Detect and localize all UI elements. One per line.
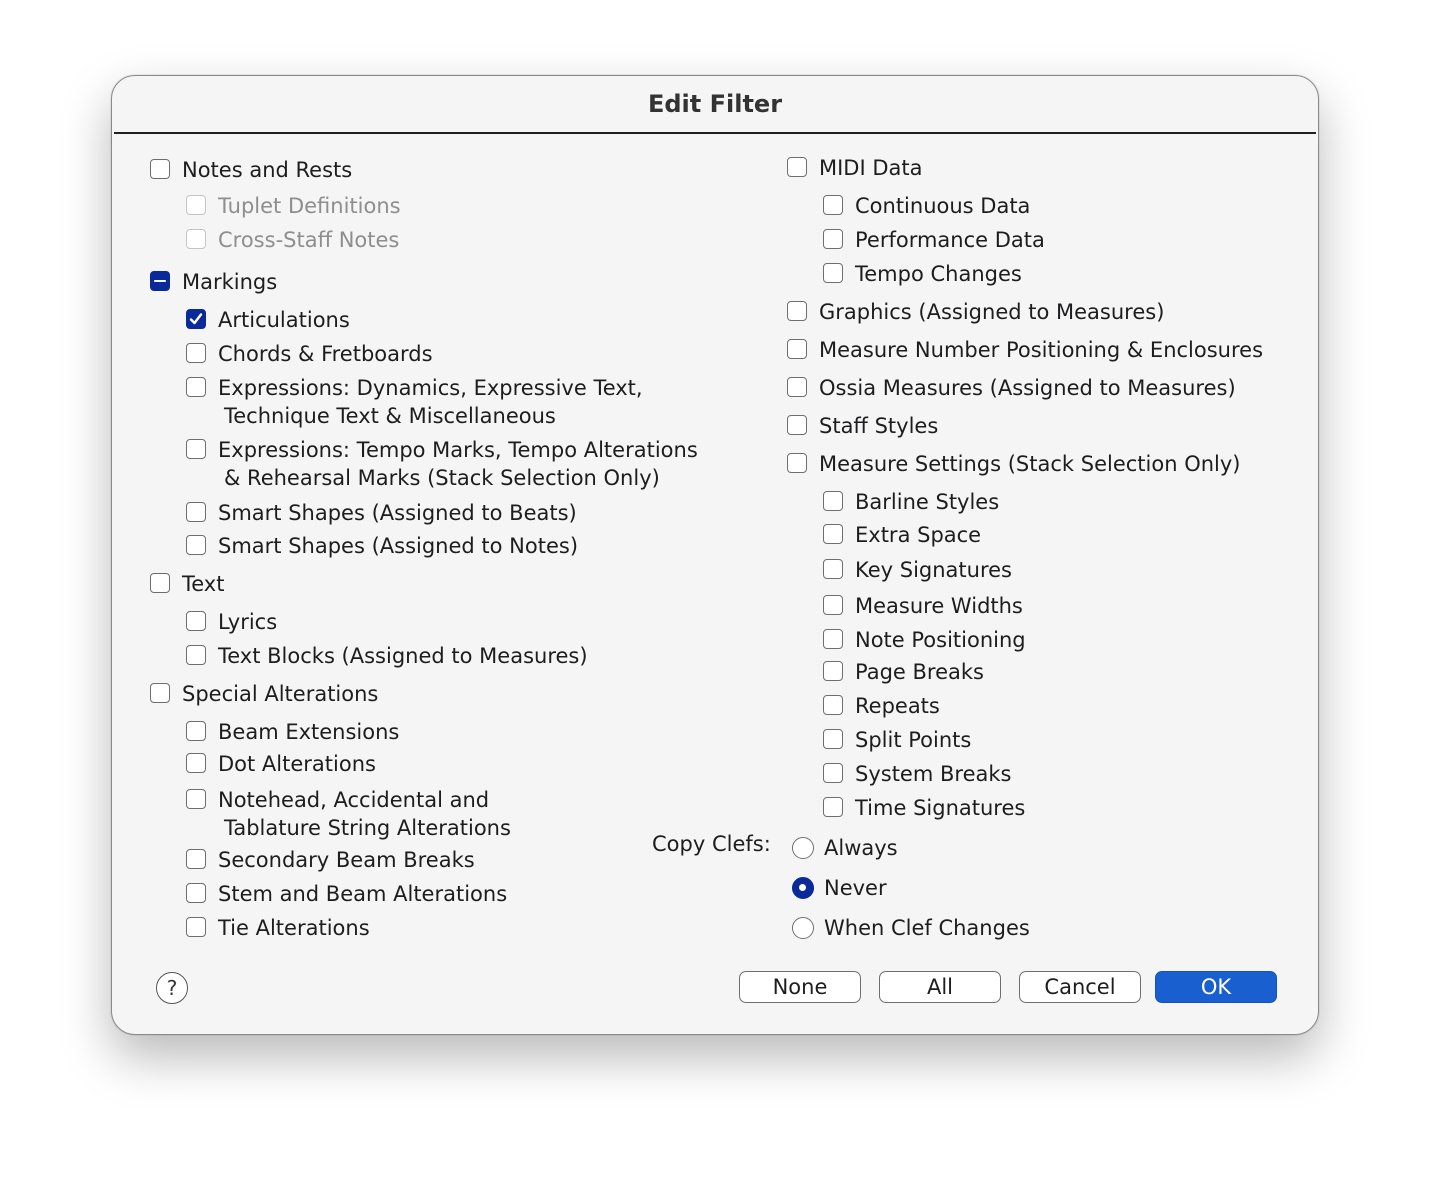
checkbox-box[interactable] [186, 502, 206, 522]
checkbox-box[interactable] [823, 797, 843, 817]
checkbox-box[interactable] [787, 415, 807, 435]
checkbox-label: Beam Extensions [218, 720, 400, 744]
checkbox-box[interactable] [823, 629, 843, 649]
all-button[interactable]: All [879, 971, 1001, 1003]
checkbox-label: System Breaks [855, 762, 1012, 786]
checkbox-box[interactable] [823, 763, 843, 783]
label-line-1: Expressions: Dynamics, Expressive Text, [218, 376, 643, 400]
checkbox-graphics[interactable] [787, 300, 1164, 324]
checkbox-stem-beam-alterations[interactable] [186, 882, 507, 906]
checkbox-chords-fretboards[interactable] [186, 342, 433, 366]
checkbox-box[interactable] [150, 683, 170, 703]
checkbox-label: Tuplet Definitions [218, 194, 401, 218]
checkbox-box[interactable] [823, 263, 843, 283]
checkbox-expressions-tempo[interactable] [186, 438, 698, 490]
radio-always[interactable] [792, 836, 898, 860]
checkbox-label: Split Points [855, 728, 972, 752]
checkbox-label: Note Positioning [855, 628, 1026, 652]
checkbox-box[interactable] [787, 301, 807, 321]
radio-when-clef-changes[interactable] [792, 916, 1030, 940]
checkbox-label [218, 438, 698, 490]
checkbox-box[interactable] [787, 453, 807, 473]
checkbox-box[interactable] [823, 729, 843, 749]
checkbox-box[interactable] [823, 661, 843, 681]
checkbox-box[interactable] [186, 789, 206, 809]
checkbox-text[interactable] [150, 572, 224, 596]
checkbox-label: Markings [182, 270, 278, 294]
checkbox-ossia-measures[interactable] [787, 376, 1236, 400]
checkbox-barline-styles[interactable] [823, 490, 999, 514]
checkbox-label: Performance Data [855, 228, 1045, 252]
checkbox-box[interactable] [823, 524, 843, 544]
edit-filter-dialog [111, 75, 1319, 1035]
checkbox-label: Page Breaks [855, 660, 984, 684]
checkbox-smart-shapes-beats[interactable] [186, 501, 577, 525]
checkbox-beam-extensions[interactable] [186, 720, 399, 744]
checkbox-expressions-dynamics[interactable] [186, 376, 643, 428]
cancel-button[interactable]: Cancel [1019, 971, 1141, 1003]
checkmark-icon [188, 311, 204, 327]
checkbox-box-mixed[interactable] [150, 271, 170, 291]
radio-never[interactable] [792, 876, 887, 900]
checkbox-label: Text Blocks (Assigned to Measures) [218, 644, 588, 668]
checkbox-label: Smart Shapes (Assigned to Notes) [218, 534, 579, 558]
title-divider [114, 132, 1316, 134]
label-line-1: Notehead, Accidental and [218, 788, 490, 812]
label-line-2: Tablature String Alterations [224, 816, 511, 840]
checkbox-label: Tempo Changes [855, 262, 1022, 286]
checkbox-label: Text [182, 572, 225, 596]
checkbox-box [186, 195, 206, 215]
checkbox-measure-widths[interactable] [823, 594, 1023, 618]
checkbox-box[interactable] [787, 157, 807, 177]
checkbox-box[interactable] [823, 559, 843, 579]
checkbox-smart-shapes-notes[interactable] [186, 534, 578, 558]
checkbox-box [186, 229, 206, 249]
checkbox-measure-settings[interactable] [787, 452, 1241, 476]
checkbox-markings[interactable] [150, 270, 277, 294]
checkbox-label: Lyrics [218, 610, 278, 634]
checkbox-box[interactable] [186, 343, 206, 363]
checkbox-notes-and-rests[interactable] [150, 158, 352, 182]
checkbox-label: Cross-Staff Notes [218, 228, 400, 252]
checkbox-box[interactable] [186, 917, 206, 937]
checkbox-box[interactable] [186, 849, 206, 869]
checkbox-cross-staff-notes [186, 228, 399, 252]
checkbox-repeats[interactable] [823, 694, 940, 718]
copy-clefs-label: Copy Clefs: [652, 832, 771, 856]
radio-label: When Clef Changes [824, 916, 1030, 940]
checkbox-box[interactable] [823, 195, 843, 215]
checkbox-split-points[interactable] [823, 728, 971, 752]
checkbox-label: Key Signatures [855, 558, 1012, 582]
checkbox-label: Time Signatures [855, 796, 1026, 820]
checkbox-box[interactable] [787, 339, 807, 359]
checkbox-label: Tie Alterations [218, 916, 370, 940]
checkbox-box[interactable] [823, 229, 843, 249]
dialog-title: Edit Filter [647, 90, 783, 118]
radio-button[interactable] [792, 837, 814, 859]
checkbox-label: Measure Widths [855, 594, 1023, 618]
checkbox-label: Measure Number Positioning & Enclosures [819, 338, 1264, 362]
checkbox-label: MIDI Data [819, 156, 923, 180]
checkbox-note-positioning[interactable] [823, 628, 1026, 652]
checkbox-label: Repeats [855, 694, 940, 718]
checkbox-tempo-changes[interactable] [823, 262, 1022, 286]
checkbox-label: Barline Styles [855, 490, 1000, 514]
checkbox-system-breaks[interactable] [823, 762, 1011, 786]
checkbox-label: Special Alterations [182, 682, 379, 706]
checkbox-key-signatures[interactable] [823, 558, 1012, 582]
checkbox-continuous-data[interactable] [823, 194, 1030, 218]
checkbox-box[interactable] [186, 721, 206, 741]
checkbox-label: Notes and Rests [182, 158, 353, 182]
checkbox-midi-data[interactable] [787, 156, 923, 180]
checkbox-special-alterations[interactable] [150, 682, 378, 706]
checkbox-label: Chords & Fretboards [218, 342, 433, 366]
checkbox-label: Continuous Data [855, 194, 1031, 218]
checkbox-dot-alterations[interactable] [186, 752, 376, 776]
checkbox-label: Graphics (Assigned to Measures) [819, 300, 1165, 324]
checkbox-notehead-alterations[interactable] [186, 788, 511, 840]
radio-button-selected[interactable] [792, 877, 814, 899]
checkbox-box[interactable] [150, 159, 170, 179]
ok-button[interactable]: OK [1155, 971, 1277, 1003]
label-line-2: & Rehearsal Marks (Stack Selection Only) [224, 466, 660, 490]
checkbox-box[interactable] [150, 573, 170, 593]
checkbox-label: Smart Shapes (Assigned to Beats) [218, 501, 577, 525]
checkbox-box[interactable] [186, 753, 206, 773]
checkbox-box[interactable] [823, 695, 843, 715]
checkbox-label: Extra Space [855, 523, 982, 547]
checkbox-box-checked[interactable] [186, 309, 206, 329]
checkbox-articulations[interactable] [186, 308, 350, 332]
checkbox-label: Ossia Measures (Assigned to Measures) [819, 376, 1236, 400]
checkbox-box[interactable] [823, 491, 843, 511]
checkbox-staff-styles[interactable] [787, 414, 938, 438]
checkbox-label: Measure Settings (Stack Selection Only) [819, 452, 1241, 476]
label-line-2: Technique Text & Miscellaneous [224, 404, 556, 428]
checkbox-page-breaks[interactable] [823, 660, 984, 684]
checkbox-text-blocks[interactable] [186, 644, 588, 668]
checkbox-measure-number[interactable] [787, 338, 1263, 362]
checkbox-tie-alterations[interactable] [186, 916, 370, 940]
checkbox-label: Secondary Beam Breaks [218, 848, 475, 872]
checkbox-label: Staff Styles [819, 414, 939, 438]
help-button[interactable] [156, 972, 188, 1004]
checkbox-box[interactable] [186, 535, 206, 555]
checkbox-extra-space[interactable] [823, 523, 981, 547]
checkbox-label: Articulations [218, 308, 350, 332]
radio-label: Never [824, 876, 887, 900]
checkbox-box[interactable] [823, 595, 843, 615]
checkbox-label [218, 376, 643, 428]
radio-button[interactable] [792, 917, 814, 939]
label-line-1: Expressions: Tempo Marks, Tempo Alterations [218, 438, 698, 462]
none-button[interactable]: None [739, 971, 861, 1003]
checkbox-box[interactable] [186, 883, 206, 903]
checkbox-label: Dot Alterations [218, 752, 376, 776]
checkbox-time-signatures[interactable] [823, 796, 1025, 820]
checkbox-box[interactable] [186, 377, 206, 397]
checkbox-box[interactable] [186, 611, 206, 631]
checkbox-box[interactable] [186, 645, 206, 665]
checkbox-secondary-beam-breaks[interactable] [186, 848, 475, 872]
checkbox-box[interactable] [186, 439, 206, 459]
checkbox-performance-data[interactable] [823, 228, 1045, 252]
checkbox-label: Stem and Beam Alterations [218, 882, 508, 906]
checkbox-label [218, 788, 511, 840]
radio-label: Always [824, 836, 898, 860]
checkbox-tuplet-definitions [186, 194, 401, 218]
checkbox-box[interactable] [787, 377, 807, 397]
checkbox-lyrics[interactable] [186, 610, 277, 634]
question-mark-icon: ? [166, 976, 178, 1000]
